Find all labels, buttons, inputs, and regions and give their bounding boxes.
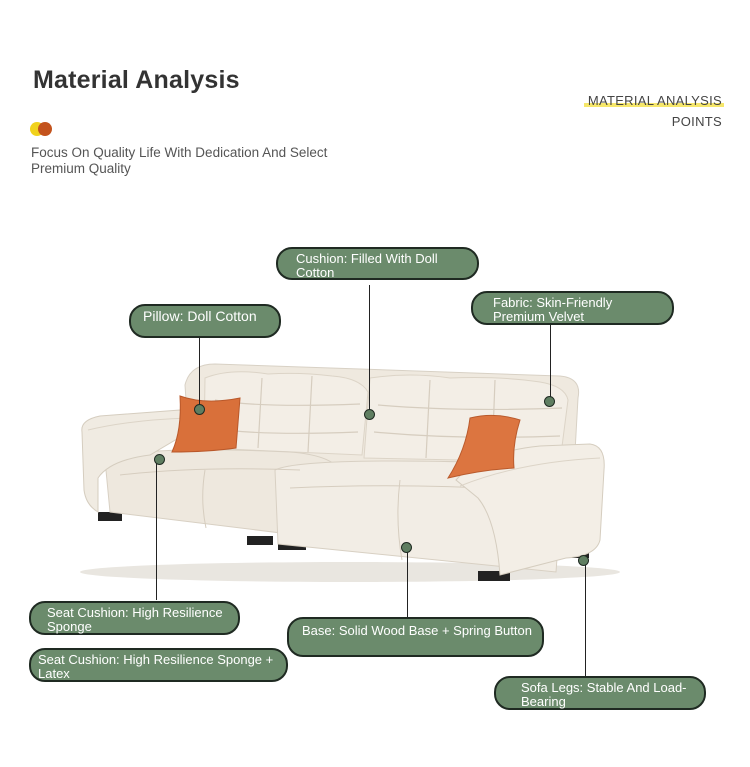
base-callout: Base: Solid Wood Base + Spring Button — [287, 617, 544, 657]
pillow-point — [194, 404, 205, 415]
cushion-point — [364, 409, 375, 420]
pillow-leader-line — [199, 330, 200, 410]
base-leader-line — [407, 548, 408, 618]
section-label-line2: POINTS — [671, 114, 722, 129]
page-subtitle: Focus On Quality Life With Dedication And Select Premium Quality — [31, 145, 328, 176]
cushion-callout: Cushion: Filled With Doll Cotton — [276, 247, 479, 280]
base-point — [401, 542, 412, 553]
fabric-leader-line — [550, 322, 551, 402]
legs-point — [578, 555, 589, 566]
legs-callout: Sofa Legs: Stable And Load-Bearing — [494, 676, 706, 710]
section-label-line1: MATERIAL ANALYSIS — [588, 90, 722, 111]
legs-leader-line — [585, 562, 586, 676]
cushion-leader-line — [369, 285, 370, 415]
seat-cushion-callout-2: Seat Cushion: High Resilience Sponge + Latex — [29, 648, 288, 682]
seat-point — [154, 454, 165, 465]
seat-cushion-callout-1: Seat Cushion: High Resilience Sponge — [29, 601, 240, 635]
fabric-point — [544, 396, 555, 407]
seat-leader-line — [156, 460, 157, 600]
pillow-callout: Pillow: Doll Cotton — [129, 304, 281, 338]
fabric-callout: Fabric: Skin-Friendly Premium Velvet — [471, 291, 674, 325]
page-title: Material Analysis — [33, 66, 240, 94]
